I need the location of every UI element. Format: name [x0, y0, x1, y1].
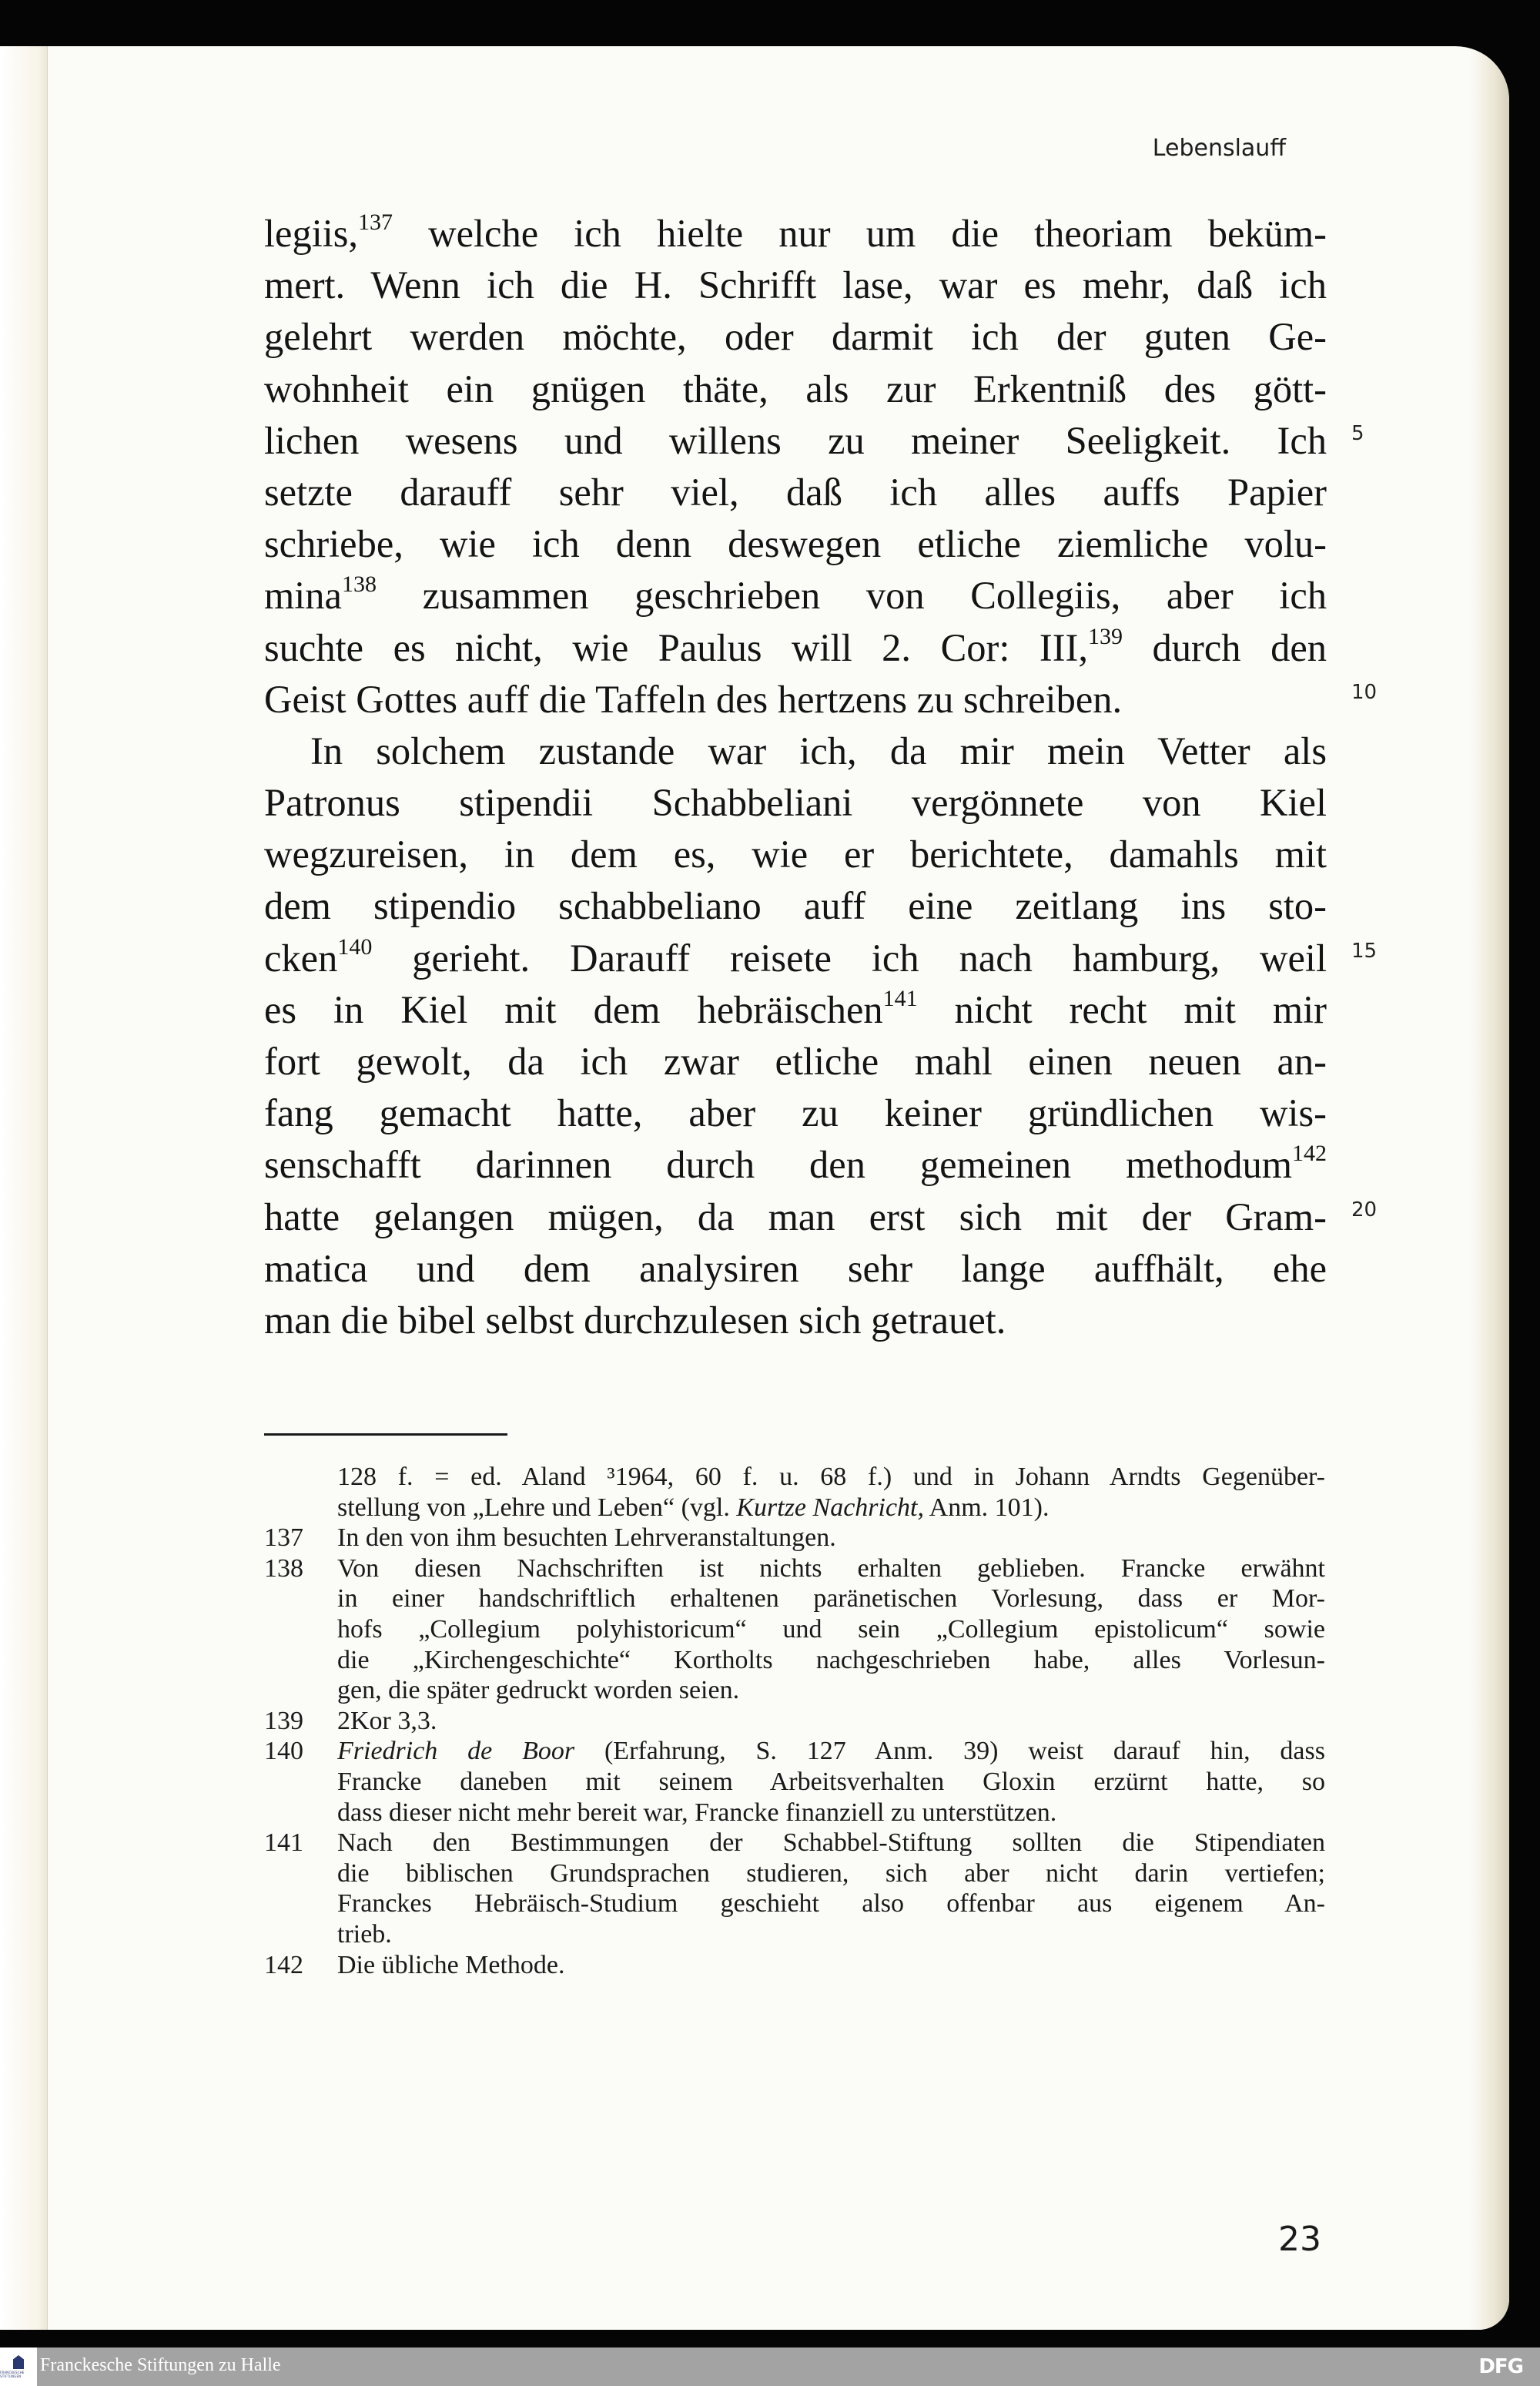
footnote-line: Von diesen Nachschriften ist nichts erhalten geblieben. Francke erwähnt — [337, 1553, 1325, 1583]
text-line: suchte es nicht, wie Paulus will 2. Cor: III,$^{139}$ durch den — [264, 623, 1327, 669]
text-line: legiis,$^{137}$ welche ich hielte nur um die theoriam beküm- — [264, 209, 1327, 255]
line-number: 20 — [1351, 1198, 1378, 1221]
footnote-separator — [264, 1433, 507, 1436]
text-line: In solchem zustande war ich, da mir mein Vetter als — [310, 729, 1327, 772]
text-line: dem stipendio schabbeliano auff eine zeitlang ins sto- — [264, 884, 1327, 928]
footnote-142 — [264, 1950, 1325, 1981]
footnote-line: 2Kor 3,3. — [337, 1706, 437, 1735]
footnote-line: trieb. — [337, 1919, 392, 1949]
dfg-logo[interactable]: DFG — [1478, 2355, 1523, 2378]
footnote-ref[interactable]: 141 — [882, 985, 918, 1011]
main-text — [264, 208, 1327, 1346]
text-line: wegzureisen, in dem es, wie er berichtete, damahls mit — [264, 833, 1327, 876]
line-number: 5 — [1351, 422, 1364, 445]
line-number: 10 — [1351, 681, 1378, 704]
footnote-138 — [264, 1553, 1325, 1706]
footnote-number: 137 — [264, 1523, 303, 1553]
text-line: matica und dem analysiren sehr lange auffhält, ehe — [264, 1246, 1327, 1290]
page-gutter-shade — [0, 46, 48, 2330]
page-number: 23 — [1278, 2220, 1321, 2259]
text-line: setzte darauff sehr viel, daß ich alles auffs Papier — [264, 470, 1327, 514]
footnote-line: 128 f. = ed. Aland ³1964, 60 f. u. 68 f.) und in Johann Arndts Gegenüber- — [337, 1463, 1325, 1491]
text-line: man die bibel selbst durchzulesen sich getrauet. — [264, 1298, 1006, 1342]
footnote-line: gen, die später gedruckt worden seien. — [337, 1676, 740, 1705]
text-line: mert. Wenn ich die H. Schrifft lase, war es mehr, daß ich — [264, 263, 1327, 307]
text-line: fort gewolt, da ich zwar etliche mahl einen neuen an- — [264, 1040, 1327, 1083]
footnote-line: dass dieser nicht mehr bereit war, Francke finanziell zu unterstützen. — [337, 1798, 1057, 1827]
footnote-line: Nach den Bestimmungen der Schabbel-Stiftung sollten die Stipendiaten — [337, 1828, 1325, 1858]
institution-logo[interactable] — [0, 2347, 37, 2386]
footnote-line: stellung von „Lehre und Leben“ (vgl. Kurtze Nachricht, Anm. 101). — [337, 1493, 1050, 1522]
footnote-line: Franckes Hebräisch-Studium geschieht also offenbar aus eigenem An- — [337, 1889, 1325, 1919]
footnote-number: 140 — [264, 1737, 303, 1766]
text-line: gelehrt werden möchte, oder darmit ich der guten Ge- — [264, 315, 1327, 359]
building-icon — [13, 2355, 24, 2369]
text-line: wohnheit ein gnügen thäte, als zur Erkentniß des gött- — [264, 367, 1327, 411]
text-line: lichen wesens und willens zu meiner Seeligkeit. Ich — [264, 418, 1327, 462]
text-line: mina$^{138}$ zusammen geschrieben von Collegiis, aber ich — [264, 571, 1327, 618]
running-head: Lebenslauff — [1152, 135, 1286, 162]
logo-text: FRANCKESCHE STIFTUNGEN — [0, 2371, 25, 2378]
footnote-number: 142 — [264, 1950, 303, 1979]
footnote-137 — [264, 1523, 1325, 1553]
footnote-ref[interactable]: 139 — [1087, 623, 1123, 649]
text-line: fang gemacht hatte, aber zu keiner gründlichen wis- — [264, 1091, 1327, 1135]
page-edge-shade — [1471, 46, 1509, 2330]
footnote-line: in einer handschriftlich erhaltenen paränetischen Vorlesung, dass er Mor- — [337, 1584, 1325, 1614]
footer-bar — [0, 2347, 1540, 2386]
text-line: senschafft darinnen durch den gemeinen methodum$^{142}$ — [264, 1141, 1327, 1187]
footnote-line: Francke daneben mit seinem Arbeitsverhalten Gloxin erzürnt hatte, so — [337, 1767, 1325, 1796]
footnote-line: In den von ihm besuchten Lehrveranstaltungen. — [337, 1523, 836, 1553]
footnote-141 — [264, 1828, 1325, 1949]
institution-name[interactable]: Franckesche Stiftungen zu Halle — [40, 2355, 281, 2375]
book-page — [0, 46, 1509, 2330]
text-line: Patronus stipendii Schabbeliani vergönnete von Kiel — [264, 781, 1327, 825]
footnote-ref[interactable]: 142 — [1292, 1141, 1327, 1167]
text-line: cken$^{140}$ gerieht. Darauff reisete ich nach hamburg, weil — [264, 933, 1327, 980]
footnote-line: die biblischen Grundsprachen studieren, sich aber nicht darin vertiefen; — [337, 1858, 1325, 1888]
text-line: schriebe, wie ich denn deswegen etliche ziemliche volu- — [264, 522, 1327, 566]
text-line: es in Kiel mit dem hebräischen$^{141}$ nicht recht mit mir — [264, 985, 1327, 1031]
footnote-continuation — [264, 1462, 1325, 1523]
text-line: Geist Gottes auff die Taffeln des hertzens zu schreiben. — [264, 677, 1123, 721]
footnote-line: Friedrich de Boor (Erfahrung, S. 127 Anm. 39) weist darauf hin, dass — [337, 1737, 1325, 1766]
line-number: 15 — [1351, 940, 1378, 963]
footnote-number: 141 — [264, 1828, 303, 1858]
footnote-ref[interactable]: 138 — [341, 571, 377, 598]
footnote-number: 138 — [264, 1553, 303, 1583]
footnotes — [264, 1462, 1325, 1980]
text-line: hatte gelangen mügen, da man erst sich mit der Gram- — [264, 1195, 1327, 1238]
footnote-line: die „Kirchengeschichte“ Kortholts nachgeschrieben habe, alles Vorlesun- — [337, 1645, 1325, 1674]
footnote-139 — [264, 1706, 1325, 1737]
footnote-line: Die übliche Methode. — [337, 1950, 565, 1979]
footnote-ref[interactable]: 137 — [358, 209, 393, 235]
footnote-140 — [264, 1736, 1325, 1828]
footnote-ref[interactable]: 140 — [337, 933, 373, 960]
footnote-line: hofs „Collegium polyhistoricum“ und sein „Collegium epistolicum“ sowie — [337, 1614, 1325, 1644]
footnote-number: 139 — [264, 1706, 303, 1735]
gutter-line — [47, 46, 48, 2330]
